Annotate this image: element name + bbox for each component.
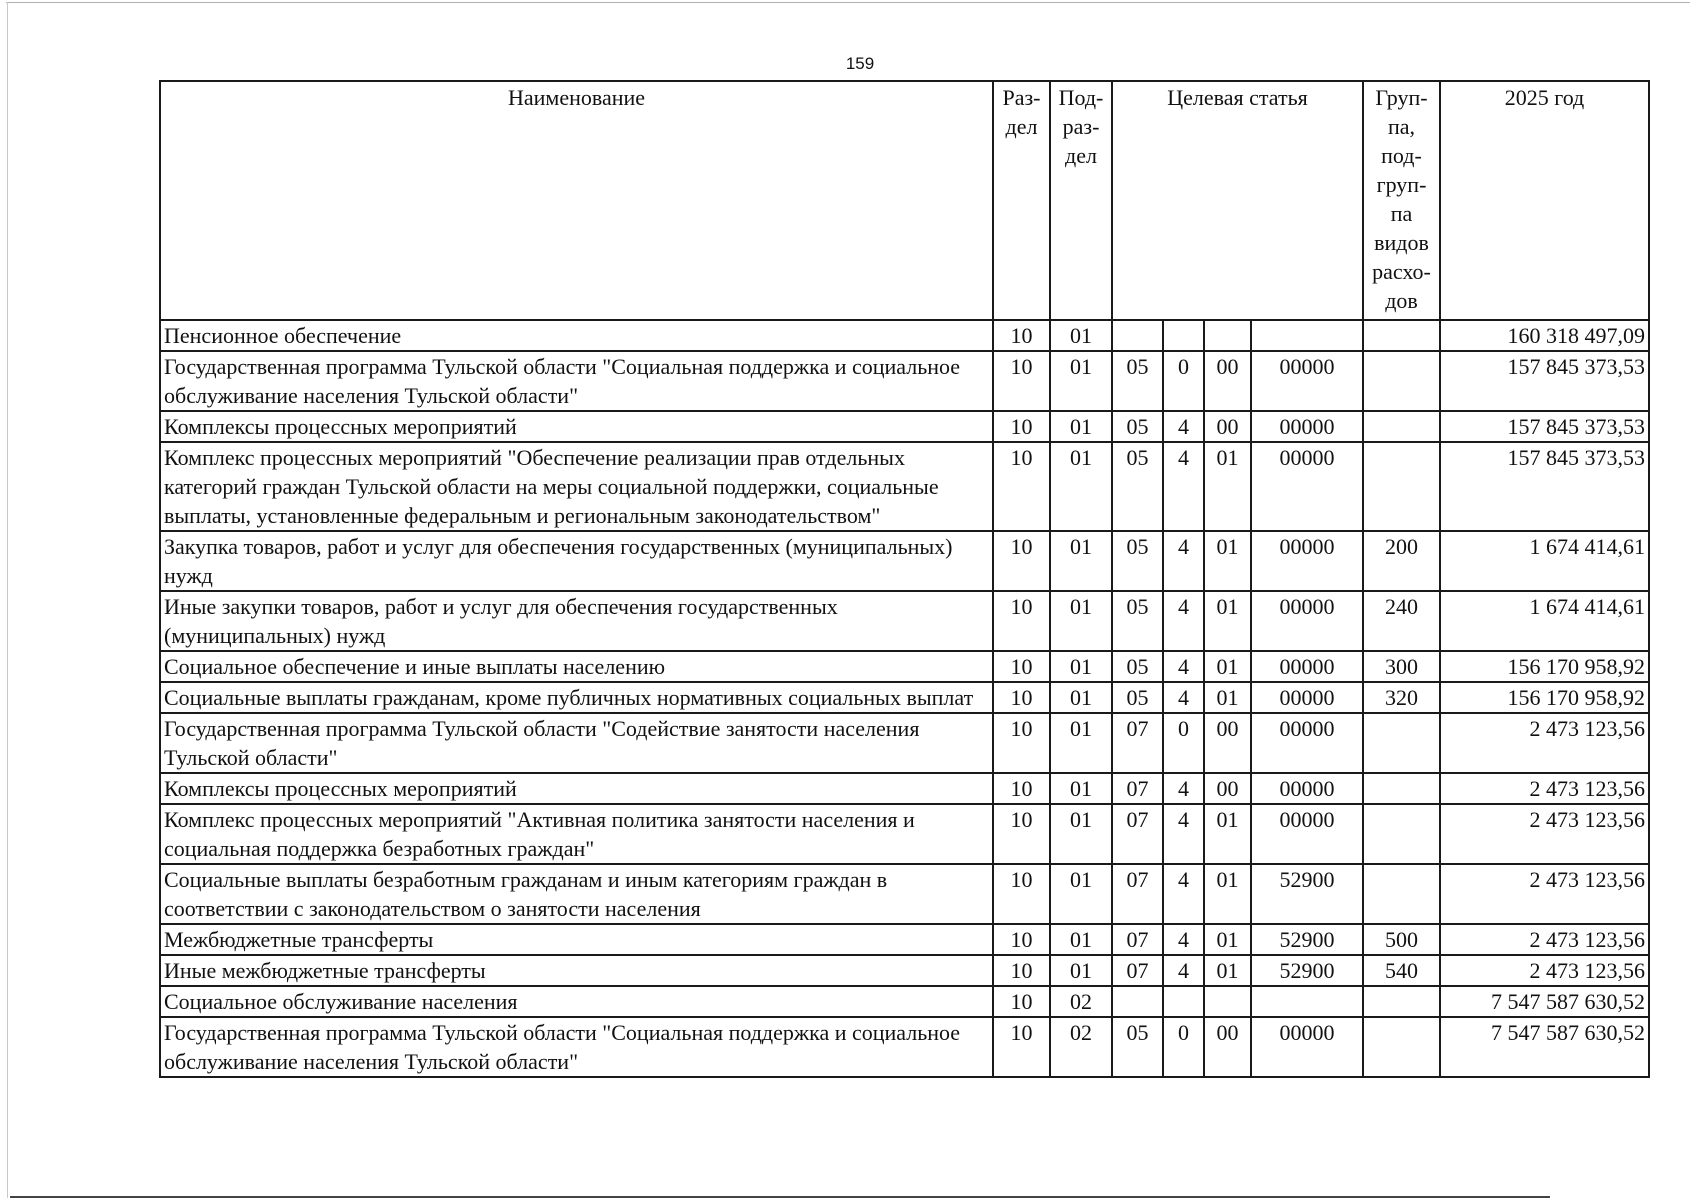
header-section [993,81,1050,320]
row-expense-group [1363,442,1440,531]
table-row [160,442,1649,531]
row-target-item: 00 [1204,411,1251,442]
row-target-program: 05 [1112,531,1163,591]
row-target-program: 05 [1112,351,1163,411]
row-target-item: 00 [1204,351,1251,411]
row-target-program [1112,986,1163,1017]
row-target-direction: 00000 [1251,713,1363,773]
row-target-direction: 52900 [1251,924,1363,955]
row-amount: 160 318 497,09 [1440,320,1649,351]
row-name: Комплекс процессных мероприятий "Обеспечение реализации прав отдельных категорий граждан Тульской области на меры социальной поддержки, социальные выплаты, установленные федеральным и региональным законодательством" [160,442,993,531]
row-target-direction: 00000 [1251,411,1363,442]
row-subsection: 01 [1050,924,1112,955]
row-amount: 2 473 123,56 [1440,924,1649,955]
row-target-type: 4 [1163,924,1204,955]
row-target-direction: 00000 [1251,591,1363,651]
row-target-item: 01 [1204,864,1251,924]
row-target-type [1163,986,1204,1017]
row-expense-group [1363,713,1440,773]
row-target-program: 07 [1112,773,1163,804]
row-section: 10 [993,351,1050,411]
row-target-item: 01 [1204,955,1251,986]
row-target-direction: 00000 [1251,651,1363,682]
row-amount: 2 473 123,56 [1440,864,1649,924]
row-target-program: 07 [1112,955,1163,986]
header-section-text: Раз- дел [1002,85,1041,139]
row-subsection: 01 [1050,773,1112,804]
row-target-direction: 00000 [1251,1017,1363,1077]
row-name: Пенсионное обеспечение [160,320,993,351]
row-name: Социальное обслуживание населения [160,986,993,1017]
row-name: Межбюджетные трансферты [160,924,993,955]
row-target-direction: 00000 [1251,442,1363,531]
row-target-type: 4 [1163,651,1204,682]
row-target-item: 01 [1204,682,1251,713]
row-target-type: 4 [1163,442,1204,531]
page-number: 159 [845,54,875,73]
table-row [160,351,1649,411]
row-section: 10 [993,531,1050,591]
row-target-item: 01 [1204,924,1251,955]
row-name: Комплекс процессных мероприятий "Активная политика занятости населения и социальная поддержка безработных граждан" [160,804,993,864]
row-expense-group: 240 [1363,591,1440,651]
table-row [160,773,1649,804]
table-row [160,986,1649,1017]
row-target-type [1163,320,1204,351]
table-header-row [160,81,1649,320]
row-target-item [1204,320,1251,351]
row-amount: 156 170 958,92 [1440,651,1649,682]
row-name: Государственная программа Тульской области "Содействие занятости населения Тульской области" [160,713,993,773]
table-row [160,320,1649,351]
row-name: Иные закупки товаров, работ и услуг для обеспечения государственных (муниципальных) нужд [160,591,993,651]
row-amount: 156 170 958,92 [1440,682,1649,713]
row-expense-group [1363,411,1440,442]
row-section: 10 [993,713,1050,773]
row-section: 10 [993,955,1050,986]
row-subsection: 01 [1050,713,1112,773]
row-target-direction: 00000 [1251,531,1363,591]
row-subsection: 02 [1050,1017,1112,1077]
table-row [160,651,1649,682]
row-target-type: 4 [1163,682,1204,713]
row-target-item: 00 [1204,713,1251,773]
row-expense-group: 300 [1363,651,1440,682]
header-year: 2025 год [1440,81,1649,320]
row-target-program: 05 [1112,651,1163,682]
row-target-direction: 52900 [1251,864,1363,924]
row-target-program: 05 [1112,411,1163,442]
row-section: 10 [993,591,1050,651]
row-target-direction: 52900 [1251,955,1363,986]
row-amount: 2 473 123,56 [1440,804,1649,864]
row-name: Комплексы процессных мероприятий [160,773,993,804]
row-name: Закупка товаров, работ и услуг для обеспечения государственных (муниципальных) нужд [160,531,993,591]
row-target-type: 4 [1163,864,1204,924]
row-name: Социальные выплаты гражданам, кроме публичных нормативных социальных выплат [160,682,993,713]
table-row [160,804,1649,864]
table-row [160,591,1649,651]
row-target-type: 0 [1163,713,1204,773]
header-name: Наименование [160,81,993,320]
row-target-item: 01 [1204,442,1251,531]
row-subsection: 02 [1050,986,1112,1017]
row-name: Социальное обеспечение и иные выплаты населению [160,651,993,682]
row-target-program [1112,320,1163,351]
row-expense-group [1363,320,1440,351]
budget-table [159,80,1650,1078]
row-target-type: 4 [1163,804,1204,864]
row-expense-group [1363,804,1440,864]
row-target-direction: 00000 [1251,351,1363,411]
row-target-type: 0 [1163,1017,1204,1077]
row-amount: 7 547 587 630,52 [1440,986,1649,1017]
row-target-type: 4 [1163,411,1204,442]
row-section: 10 [993,1017,1050,1077]
table-row [160,713,1649,773]
table-body [160,320,1649,1077]
row-expense-group: 320 [1363,682,1440,713]
row-expense-group [1363,1017,1440,1077]
row-amount: 2 473 123,56 [1440,773,1649,804]
row-subsection: 01 [1050,411,1112,442]
row-expense-group: 200 [1363,531,1440,591]
row-amount: 157 845 373,53 [1440,442,1649,531]
table-row [160,864,1649,924]
row-subsection: 01 [1050,442,1112,531]
row-section: 10 [993,773,1050,804]
row-section: 10 [993,320,1050,351]
row-name: Иные межбюджетные трансферты [160,955,993,986]
row-amount: 157 845 373,53 [1440,411,1649,442]
row-section: 10 [993,804,1050,864]
table-row [160,955,1649,986]
header-target-article: Целевая статья [1112,81,1363,320]
row-section: 10 [993,651,1050,682]
row-amount: 2 473 123,56 [1440,713,1649,773]
row-name: Комплексы процессных мероприятий [160,411,993,442]
row-target-item: 01 [1204,651,1251,682]
row-target-item: 00 [1204,1017,1251,1077]
row-subsection: 01 [1050,591,1112,651]
row-expense-group [1363,864,1440,924]
row-target-direction: 00000 [1251,804,1363,864]
row-target-type: 0 [1163,351,1204,411]
row-expense-group [1363,773,1440,804]
scan-edge-top [6,2,1690,3]
table-row [160,531,1649,591]
row-target-direction [1251,320,1363,351]
row-target-direction: 00000 [1251,682,1363,713]
row-target-item: 01 [1204,804,1251,864]
row-name: Государственная программа Тульской области "Социальная поддержка и социальное обслуживание населения Тульской области" [160,351,993,411]
row-subsection: 01 [1050,955,1112,986]
row-amount: 1 674 414,61 [1440,531,1649,591]
row-target-type: 4 [1163,591,1204,651]
row-subsection: 01 [1050,351,1112,411]
scan-edge-left [7,2,8,1198]
table-row [160,924,1649,955]
row-expense-group [1363,351,1440,411]
row-amount: 157 845 373,53 [1440,351,1649,411]
header-subsection [1050,81,1112,320]
row-target-program: 05 [1112,442,1163,531]
row-subsection: 01 [1050,864,1112,924]
row-target-item [1204,986,1251,1017]
table-row [160,682,1649,713]
row-subsection: 01 [1050,320,1112,351]
row-target-direction: 00000 [1251,773,1363,804]
row-target-program: 07 [1112,864,1163,924]
row-expense-group: 540 [1363,955,1440,986]
row-target-program: 05 [1112,682,1163,713]
row-name: Социальные выплаты безработным гражданам и иным категориям граждан в соответствии с законодательством о занятости населения [160,864,993,924]
row-target-program: 05 [1112,591,1163,651]
row-section: 10 [993,864,1050,924]
row-target-item: 01 [1204,591,1251,651]
row-subsection: 01 [1050,531,1112,591]
row-target-type: 4 [1163,531,1204,591]
row-target-program: 05 [1112,1017,1163,1077]
row-subsection: 01 [1050,651,1112,682]
header-expense-group-text: Груп- па, под- груп- па видов расхо- дов [1372,85,1431,313]
row-target-program: 07 [1112,924,1163,955]
table-row [160,1017,1649,1077]
row-target-item: 00 [1204,773,1251,804]
row-section: 10 [993,924,1050,955]
table-row [160,411,1649,442]
row-section: 10 [993,442,1050,531]
row-section: 10 [993,411,1050,442]
row-amount: 7 547 587 630,52 [1440,1017,1649,1077]
header-expense-group [1363,81,1440,320]
row-target-type: 4 [1163,955,1204,986]
row-amount: 1 674 414,61 [1440,591,1649,651]
row-section: 10 [993,986,1050,1017]
row-target-program: 07 [1112,804,1163,864]
row-target-direction [1251,986,1363,1017]
row-expense-group [1363,986,1440,1017]
row-name: Государственная программа Тульской области "Социальная поддержка и социальное обслуживание населения Тульской области" [160,1017,993,1077]
row-subsection: 01 [1050,804,1112,864]
row-target-type: 4 [1163,773,1204,804]
row-amount: 2 473 123,56 [1440,955,1649,986]
scan-edge-bottom [10,1196,1550,1198]
row-expense-group: 500 [1363,924,1440,955]
header-subsection-text: Под- раз- дел [1058,85,1104,168]
row-target-item: 01 [1204,531,1251,591]
row-subsection: 01 [1050,682,1112,713]
row-target-program: 07 [1112,713,1163,773]
row-section: 10 [993,682,1050,713]
